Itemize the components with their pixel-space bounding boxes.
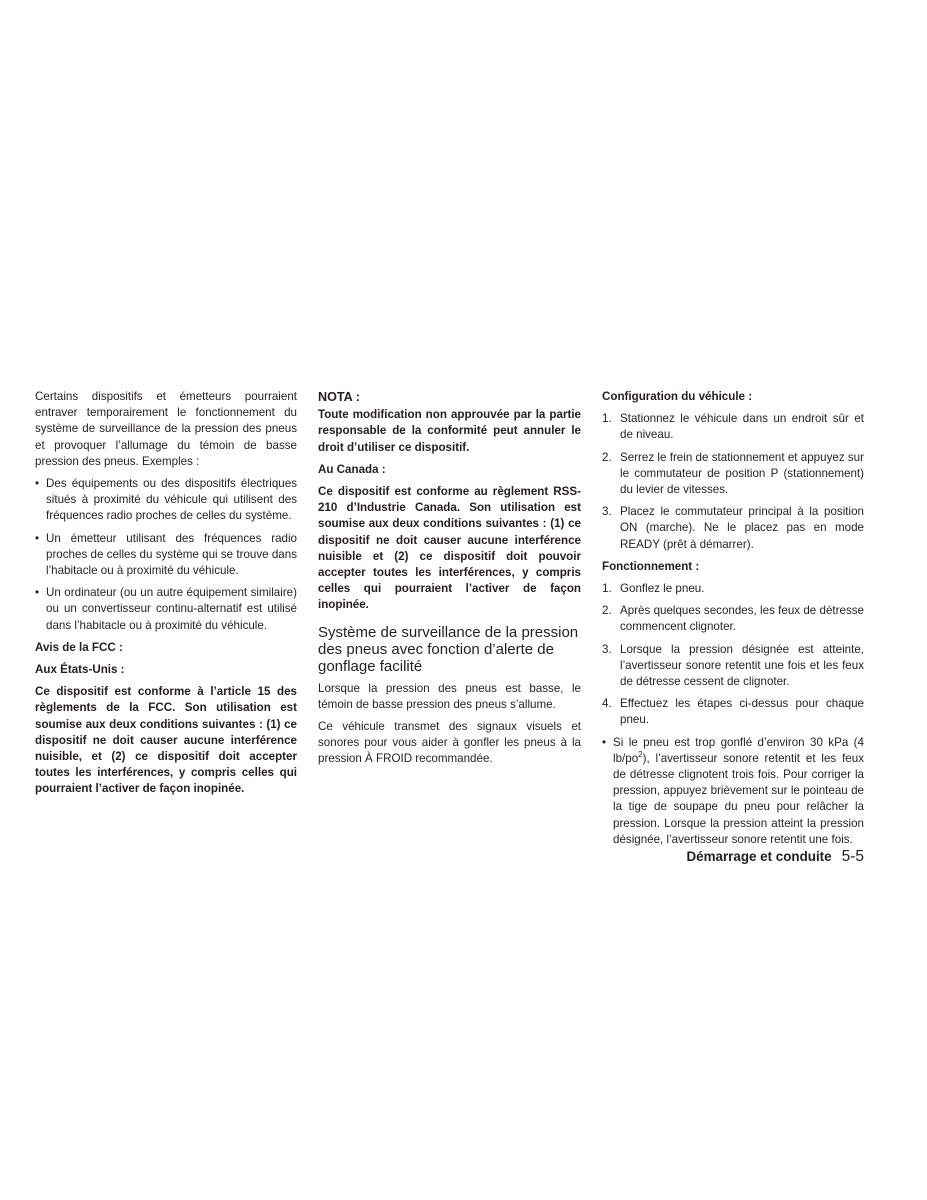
config-steps <box>602 411 864 553</box>
note-text-b: ), l’avertisseur sonore retentit et les feux de détresse clignotent trois fois. Pour corriger la pression, appuyez brièvement sur le pointeau de la tige de soupape du pneu pour relâcher la pression. Lorsque la pression atteint la pression désignée, l’avertisseur sonore retentit une fois. <box>613 751 864 846</box>
list-item <box>602 603 864 635</box>
us-heading: Aux États-Unis : <box>35 663 125 677</box>
bullet-mark: • <box>602 735 607 749</box>
list-item-text: Un émetteur utilisant des fréquences radio proches de celles du système qui se trouve dans l’habitacle ou à proximité du véhicule. <box>46 531 297 578</box>
operation-steps <box>602 581 864 729</box>
list-item <box>602 696 864 728</box>
step-number: 3. <box>602 642 612 656</box>
bullet-mark: • <box>35 477 40 491</box>
step-number: 1. <box>602 582 612 596</box>
step-text: Placez le commutateur principal à la position ON (marche). Ne le placez pas en mode READY (prêt à démarrer). <box>620 505 864 551</box>
step-text: Stationnez le véhicule dans un endroit sûr et de niveau. <box>620 412 864 442</box>
middle-column <box>318 389 581 774</box>
step-text: Lorsque la pression désignée est atteinte, l’avertisseur sonore retentit une fois et les feux de détresse cessent de clignoter. <box>620 642 864 689</box>
right-column <box>602 389 864 854</box>
bullet-mark: • <box>35 586 40 600</box>
paragraph: Lorsque la pression des pneus est basse, le témoin de basse pression des pneus s’allume. <box>318 681 581 711</box>
config-heading: Configuration du véhicule : <box>602 390 753 403</box>
section-title: Système de surveillance de la pression des pneus avec fonction d’alerte de gonflage facilité <box>318 623 579 675</box>
list-item <box>35 476 297 525</box>
step-number: 4. <box>602 697 612 711</box>
list-item <box>602 411 864 443</box>
list-item-text: Un ordinateur (ou un autre équipement similaire) ou un convertisseur continu-alternatif est utilisé dans l’habitacle ou à proximité du véhicule. <box>46 586 297 632</box>
bullet-mark: • <box>35 531 40 545</box>
list-item-text: Des équipements ou des dispositifs électriques situés à proximité du véhicule qui utilisent des fréquences radio proches de celles du système. <box>46 477 297 523</box>
page-footer <box>686 848 864 866</box>
list-item <box>602 450 864 499</box>
us-compliance-text: Ce dispositif est conforme à l’article 15 des règlements de la FCC. Son utilisation est soumise aux deux conditions suivantes : (1) ce dispositif ne doit causer aucune interférence nuisible, et (2) ce dispositif doit accepter toutes les interférences, y compris celles qui pourraient l’activer de façon inopinée. <box>35 685 297 796</box>
intro-paragraph: Certains dispositifs et émetteurs pourraient entraver temporairement le fonctionnement du système de surveillance de la pression des pneus et provoquer l’allumage du témoin de basse pression des pneus. Exemples : <box>35 390 297 468</box>
interference-list <box>35 476 297 634</box>
step-text: Effectuez les étapes ci-dessus pour chaque pneu. <box>620 697 864 727</box>
fcc-heading: Avis de la FCC : <box>35 640 123 654</box>
note-text-a: Si le pneu est trop gonflé d’environ 30 kPa (4 lb/po <box>613 735 864 765</box>
list-item <box>35 531 297 580</box>
canada-compliance-text: Ce dispositif est conforme au règlement RSS-210 d’Industrie Canada. Son utilisation est soumise aux deux conditions suivantes : (1) ce dispositif ne doit causer aucune interférence nuisible et (2) ce dispositif doit pouvoir accepter toutes les interférences, y compris celles qui pourraient l’activer de façon inopinée. <box>318 485 581 612</box>
canada-heading: Au Canada : <box>318 462 386 476</box>
nota-heading: NOTA : <box>318 390 360 404</box>
step-text: Après quelques secondes, les feux de détresse commencent clignoter. <box>620 604 864 634</box>
list-item <box>602 735 864 848</box>
paragraph: Ce véhicule transmet des signaux visuels et sonores pour vous aider à gonfler les pneus à la pression À FROID recommandée. <box>318 720 581 766</box>
operation-heading: Fonctionnement : <box>602 559 700 573</box>
left-column <box>35 389 297 804</box>
step-number: 2. <box>602 450 612 464</box>
list-item <box>35 585 297 634</box>
overinflation-note <box>602 735 864 848</box>
step-number: 1. <box>602 412 612 426</box>
step-number: 3. <box>602 505 612 519</box>
section-name: Démarrage et conduite <box>686 849 832 864</box>
step-text: Serrez le frein de stationnement et appuyez sur le commutateur de position P (stationnement) du levier de vitesses. <box>620 450 864 497</box>
list-item <box>602 581 864 597</box>
superscript: 2 <box>638 750 643 759</box>
list-item <box>602 642 864 691</box>
step-number: 2. <box>602 604 612 618</box>
page-number: 5-5 <box>841 848 864 865</box>
list-item <box>602 504 864 553</box>
nota-text: Toute modification non approuvée par la partie responsable de la conformité peut annuler le droit d’utiliser ce dispositif. <box>318 408 581 454</box>
step-text: Gonflez le pneu. <box>620 582 705 596</box>
